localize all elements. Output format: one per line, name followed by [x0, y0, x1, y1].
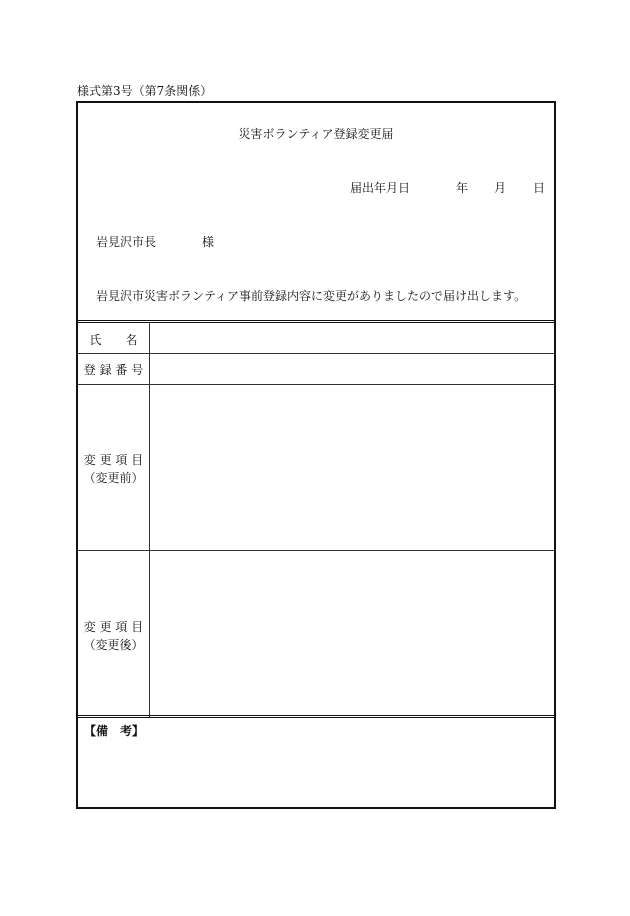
addressee-name: 岩見沢市長 — [96, 235, 157, 249]
name-label: 氏 名 — [89, 333, 138, 347]
remarks-label: 【備 考】 — [84, 724, 145, 738]
notice-statement: 岩見沢市災害ボランティア事前登録内容に変更がありましたので届け出します。 — [96, 289, 527, 303]
change-after-label: 変 更 項 目 — [83, 620, 144, 634]
form-number: 様式第3号（第7条関係） — [77, 84, 213, 98]
day-label: 日 — [533, 181, 546, 195]
submission-date-label: 届出年月日 — [350, 181, 411, 195]
change-before-label: 変 更 項 目 — [83, 453, 144, 467]
month-label: 月 — [494, 181, 507, 195]
registration-number-label: 登 録 番 号 — [83, 363, 144, 377]
remarks-divider-top — [78, 715, 554, 716]
registration-number-field[interactable] — [150, 354, 554, 384]
change-before-sublabel: （変更前） — [83, 471, 144, 485]
form-frame — [76, 101, 556, 809]
change-after-field[interactable] — [150, 551, 554, 715]
remarks-field[interactable] — [78, 719, 554, 807]
addressee-honorific: 様 — [202, 235, 215, 249]
form-header — [78, 103, 554, 320]
change-before-field[interactable] — [150, 385, 554, 549]
document-title: 災害ボランティア登録変更届 — [238, 127, 394, 141]
year-label: 年 — [456, 181, 469, 195]
header-divider-top — [78, 320, 554, 321]
change-after-sublabel: （変更後） — [83, 638, 144, 652]
name-field[interactable] — [150, 323, 554, 353]
remarks-divider-bottom — [78, 717, 554, 718]
